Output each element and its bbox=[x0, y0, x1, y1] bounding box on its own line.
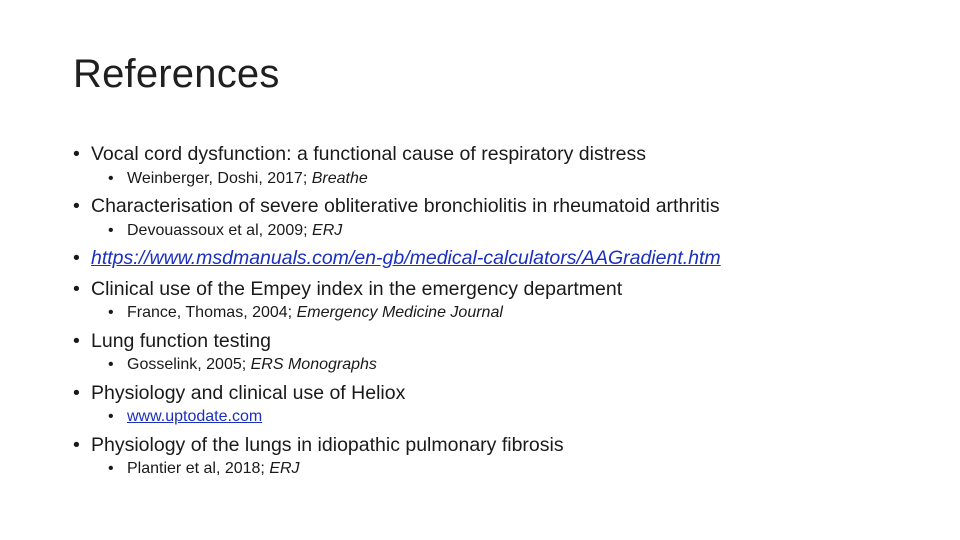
slide-title: References bbox=[73, 52, 280, 96]
reference-title: Clinical use of the Empey index in the emergency department bbox=[91, 278, 623, 300]
bullet-marker: • bbox=[73, 382, 80, 404]
source-journal: Emergency Medicine Journal bbox=[296, 304, 503, 321]
bullet-marker: • bbox=[73, 278, 80, 300]
source-journal: ERJ bbox=[269, 460, 300, 477]
source-authors: Devouassoux et al, 2009; bbox=[127, 222, 313, 239]
bullet-marker: • bbox=[73, 195, 80, 217]
bullet-marker: • bbox=[108, 460, 114, 477]
reference-title: Characterisation of severe obliterative bronchiolitis in rheumatoid arthritis bbox=[91, 195, 720, 217]
uptodate-link[interactable]: www.uptodate.com bbox=[127, 408, 263, 425]
source-authors: France, Thomas, 2004; bbox=[127, 304, 297, 321]
source-authors: Weinberger, Doshi, 2017; bbox=[127, 170, 312, 187]
bullet-marker: • bbox=[108, 170, 114, 187]
reference-title: Physiology and clinical use of Heliox bbox=[91, 382, 406, 404]
reference-source-bronchiolitis bbox=[108, 222, 342, 240]
reference-source-pulmonary-fibrosis bbox=[108, 460, 300, 478]
reference-source-heliox bbox=[108, 408, 262, 426]
bullet-marker: • bbox=[73, 330, 80, 352]
bullet-marker: • bbox=[73, 434, 80, 456]
reference-source-lung-function bbox=[108, 356, 377, 374]
reference-source-empey-index bbox=[108, 304, 503, 322]
source-authors: Plantier et al, 2018; bbox=[127, 460, 270, 477]
source-journal: ERJ bbox=[312, 222, 343, 239]
reference-source-vocal-cord bbox=[108, 170, 368, 188]
reference-item-empey-index bbox=[73, 278, 622, 301]
source-journal: ERS Monographs bbox=[250, 356, 377, 373]
reference-item-vocal-cord bbox=[73, 143, 646, 166]
bullet-marker: • bbox=[108, 304, 114, 321]
bullet-marker: • bbox=[108, 222, 114, 239]
reference-item-bronchiolitis bbox=[73, 195, 720, 218]
reference-title: Physiology of the lungs in idiopathic pulmonary fibrosis bbox=[91, 434, 564, 456]
source-journal: Breathe bbox=[311, 170, 368, 187]
bullet-marker: • bbox=[108, 356, 114, 373]
reference-item-msd-link bbox=[73, 247, 721, 270]
bullet-marker: • bbox=[73, 143, 80, 165]
reference-item-pulmonary-fibrosis bbox=[73, 434, 564, 457]
reference-title: Vocal cord dysfunction: a functional cause of respiratory distress bbox=[91, 143, 646, 165]
reference-title: Lung function testing bbox=[91, 330, 271, 352]
bullet-marker: • bbox=[108, 408, 114, 425]
source-authors: Gosselink, 2005; bbox=[127, 356, 251, 373]
reference-item-heliox bbox=[73, 382, 405, 405]
bullet-marker: • bbox=[73, 247, 80, 269]
reference-item-lung-function bbox=[73, 330, 271, 353]
msd-manuals-link[interactable]: https://www.msdmanuals.com/en-gb/medical-calculators/AAGradient.htm bbox=[91, 247, 721, 269]
